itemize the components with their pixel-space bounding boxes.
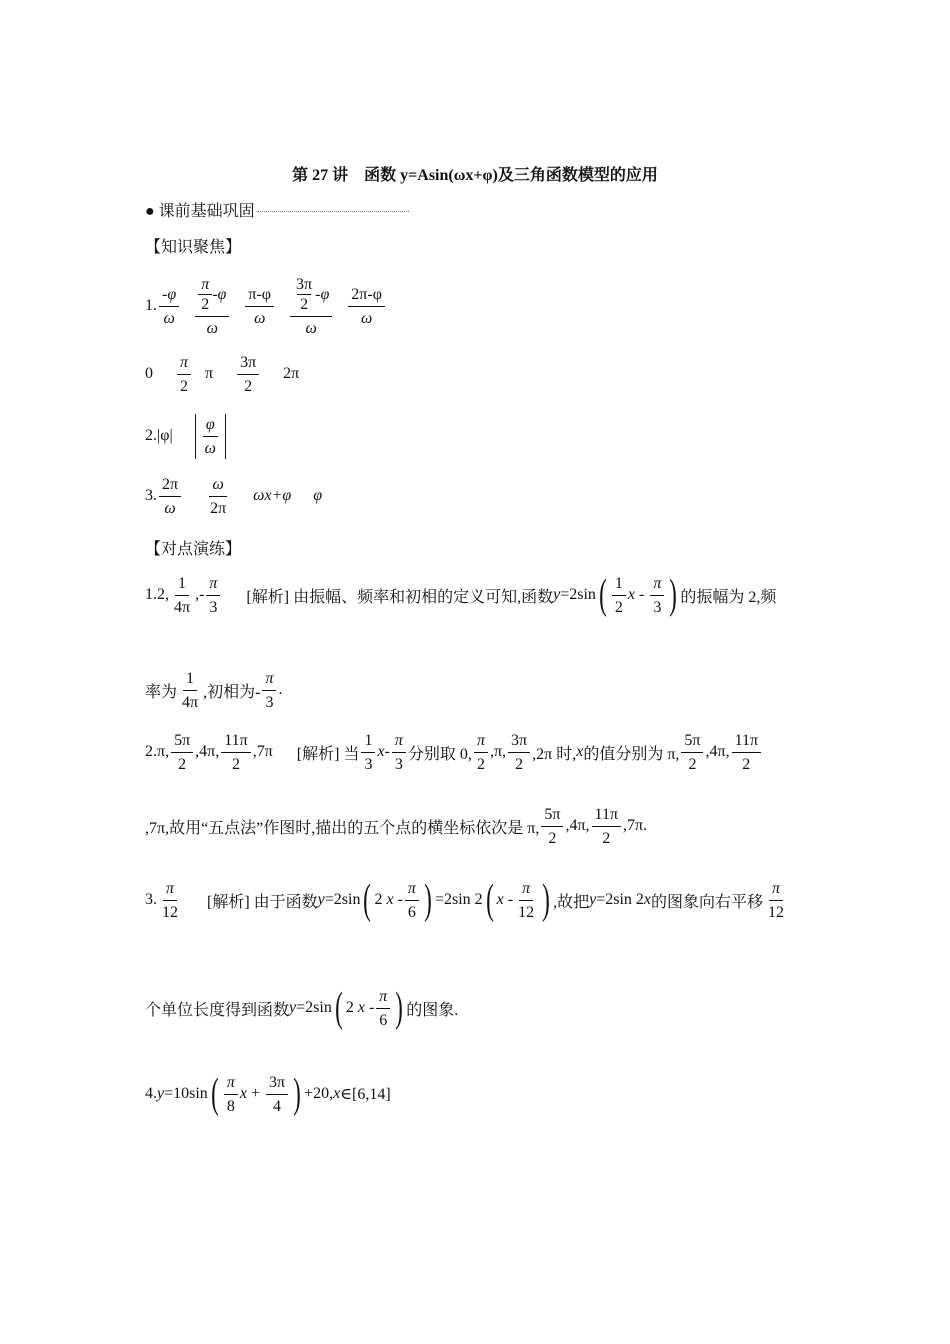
math-text: x xyxy=(239,1085,247,1102)
math-text: 4 xyxy=(273,1097,281,1115)
math-text: 2 xyxy=(231,755,240,773)
math-text: - xyxy=(368,999,375,1016)
math-text: 的值分别为 π, xyxy=(583,745,680,763)
math-text: 4. xyxy=(145,1085,157,1102)
math-text: π xyxy=(474,732,488,753)
math-text: ,4π, xyxy=(705,743,730,760)
math-text: 3 xyxy=(209,598,218,616)
math-text: 12 xyxy=(768,903,785,921)
math-text: 2π xyxy=(159,476,181,497)
math-text: ω xyxy=(163,309,175,327)
math-text: 1 xyxy=(175,575,189,596)
math-text: y xyxy=(157,1085,165,1102)
math-text: π xyxy=(405,880,419,901)
fraction xyxy=(221,732,250,773)
fraction xyxy=(195,275,229,337)
math-text: 2 xyxy=(742,755,751,773)
math-text: π xyxy=(392,732,406,753)
math-text: ,故把 xyxy=(553,893,590,911)
math-text: [解析] 由于函数 xyxy=(207,893,318,911)
math-text: ,初相为- xyxy=(203,683,261,701)
fraction xyxy=(592,806,621,847)
fraction xyxy=(612,575,626,616)
math-text: π xyxy=(769,880,783,901)
math-text: ω xyxy=(360,309,373,327)
math-text: 5π xyxy=(681,732,703,753)
parenthesized-expression: ( $\frac{1}{2}$ x - $\frac{\pi}{3}$ ) xyxy=(599,572,678,618)
math-text: ω xyxy=(209,476,226,497)
math-text: ∈[6,14] xyxy=(340,1086,391,1103)
expression: ωx+φ xyxy=(253,487,292,504)
math-text: 3π xyxy=(296,276,313,293)
math-text: - xyxy=(507,891,514,908)
math-text: 2 xyxy=(602,829,611,847)
practice-item-1 xyxy=(145,572,776,618)
practice-item-4 xyxy=(145,1070,391,1118)
fraction xyxy=(159,880,181,921)
fraction xyxy=(266,1074,288,1115)
math-text: π xyxy=(519,880,533,901)
math-text: ,2π 时, xyxy=(532,745,577,763)
math-text: 2 xyxy=(198,294,212,313)
math-text: 的图象向右平移 xyxy=(651,893,764,911)
practice-item-1-line-2 xyxy=(145,668,282,712)
math-text: π xyxy=(206,575,220,596)
knowledge-item-2 xyxy=(145,416,226,456)
fraction xyxy=(290,275,332,337)
item-number: 3. xyxy=(145,487,157,504)
math-text: - xyxy=(384,743,390,760)
math-text: 率为 xyxy=(145,683,178,701)
math-text: y xyxy=(553,586,561,603)
fraction xyxy=(159,476,181,517)
math-text: [解析] 由振幅、频率和初相的定义可知,函数 xyxy=(246,588,554,606)
math-text: =10sin xyxy=(164,1085,208,1102)
math-text: [解析] 当 xyxy=(296,745,360,763)
fraction xyxy=(405,880,419,921)
math-text: -φ xyxy=(159,286,179,307)
math-text: ω xyxy=(254,309,266,327)
math-text: ,4π, xyxy=(195,743,220,760)
fraction xyxy=(224,1074,238,1115)
math-text: π xyxy=(177,354,191,375)
math-text: 5π xyxy=(541,806,563,827)
math-text: 3 xyxy=(653,598,662,616)
math-text: φ xyxy=(203,416,218,437)
math-text: 1 xyxy=(612,575,626,596)
math-text: ω xyxy=(164,499,176,517)
math-text: 11π xyxy=(592,806,621,827)
knowledge-item-1 xyxy=(145,276,387,336)
math-text: ω xyxy=(204,439,216,457)
math-text: =2sin xyxy=(560,586,596,603)
math-text: y xyxy=(589,891,597,908)
math-text: . xyxy=(278,681,283,698)
math-text: 个单位长度得到函数 xyxy=(145,1001,290,1019)
knowledge-item-1-values xyxy=(145,354,299,394)
math-text: y xyxy=(289,999,297,1016)
fraction xyxy=(508,732,530,773)
math-text: 12 xyxy=(162,903,178,921)
math-text: 4π xyxy=(182,693,199,711)
fraction xyxy=(348,286,385,327)
section-heading xyxy=(145,198,409,221)
fraction xyxy=(392,732,406,773)
math-text: ,π, xyxy=(489,743,507,760)
practice-item-2 xyxy=(145,730,763,774)
fraction xyxy=(650,575,664,616)
knowledge-item-3 xyxy=(145,476,322,516)
math-text: x xyxy=(333,1085,341,1102)
practice-item-2-line-2 xyxy=(145,804,647,848)
math-text: 3 xyxy=(364,755,373,773)
math-text: -φ xyxy=(315,285,330,303)
math-text: 6 xyxy=(407,903,416,921)
math-text: 2 xyxy=(178,755,187,773)
math-text: 4π xyxy=(174,598,191,616)
math-text: 3π xyxy=(266,1074,288,1095)
fraction xyxy=(177,354,191,395)
math-text: -φ xyxy=(212,285,227,303)
math-text: x xyxy=(496,891,504,908)
math-text: x xyxy=(357,999,365,1016)
math-text: 的振幅为 2,频 xyxy=(680,588,777,606)
math-text: π xyxy=(376,988,390,1009)
math-text: π xyxy=(262,670,276,691)
practice-item-3 xyxy=(145,876,789,924)
math-text: - xyxy=(639,586,645,603)
value: π xyxy=(205,365,214,382)
fraction xyxy=(541,806,563,847)
math-text: ,- xyxy=(195,586,205,603)
math-text: ω xyxy=(206,320,218,337)
subheading-practice: 【对点演练】 xyxy=(145,541,242,558)
math-text: 2π-φ xyxy=(348,286,385,307)
math-text: 2 xyxy=(476,755,485,773)
math-text: x xyxy=(643,891,652,908)
fraction xyxy=(179,670,201,711)
math-text: 1.2, xyxy=(145,586,169,603)
math-text: 2 xyxy=(548,829,557,847)
math-text: ω xyxy=(305,320,317,337)
value: 2π xyxy=(283,365,300,382)
math-text: 12 xyxy=(518,903,535,921)
math-text: =2sin xyxy=(296,999,332,1016)
math-text: x xyxy=(377,743,385,760)
absolute-value xyxy=(195,414,226,459)
parenthesized-expression: ( $\frac{\pi}{8}$ x + $\frac{3\pi}{4}$ ) xyxy=(210,1071,301,1117)
math-text: 3 xyxy=(265,693,274,711)
fraction xyxy=(159,286,179,327)
subheading-knowledge: 【知识聚焦】 xyxy=(145,239,242,256)
math-text: 5π xyxy=(171,732,193,753)
math-text: 2 xyxy=(614,598,623,616)
fraction xyxy=(202,416,219,457)
item-number: 1. xyxy=(145,297,157,314)
fraction xyxy=(245,286,274,327)
practice-item-3-line-2 xyxy=(145,984,458,1032)
fraction xyxy=(206,575,220,616)
math-text: 2 xyxy=(688,755,697,773)
math-text: 3. xyxy=(145,891,157,908)
math-text: 11π xyxy=(221,732,250,753)
math-text: 3π xyxy=(508,732,530,753)
math-text: 1 xyxy=(361,732,375,753)
math-text: 11π xyxy=(732,732,761,753)
page-title: 第 27 讲 函数 y=Asin(ωx+φ)及三角函数模型的应用 xyxy=(292,167,658,184)
parenthesized-expression: ( x - $\frac{\pi}{12}$ ) xyxy=(485,877,550,923)
math-text: 2 xyxy=(374,891,383,908)
value: 0 xyxy=(145,365,153,382)
math-text: 2 xyxy=(515,755,524,773)
fraction xyxy=(681,732,703,773)
math-text: + xyxy=(250,1085,260,1102)
math-text: ,7π xyxy=(252,743,273,760)
math-text: 的图象. xyxy=(406,1001,459,1019)
math-text: 2.π, xyxy=(145,743,170,760)
math-text: 2 xyxy=(180,377,188,395)
math-text: π xyxy=(650,575,664,596)
math-text: 2π xyxy=(210,499,227,517)
math-text: 8 xyxy=(226,1097,235,1115)
fraction xyxy=(515,880,537,921)
math-text: +20, xyxy=(304,1085,334,1102)
math-text: =2sin xyxy=(324,891,361,908)
math-text: ,7π,故用“五点法”作图时,描出的五个点的横坐标依次是 π, xyxy=(145,819,540,837)
fraction xyxy=(361,732,375,773)
section-label: ● 课前基础巩固 xyxy=(145,203,255,220)
math-text: 2 xyxy=(297,294,311,313)
parenthesized-expression: ( 2 x - $\frac{\pi}{6}$ ) xyxy=(334,985,404,1031)
math-text: 6 xyxy=(379,1011,388,1029)
fraction xyxy=(474,732,488,773)
dotted-leader xyxy=(257,211,409,212)
math-text: - xyxy=(397,891,403,908)
math-text: x xyxy=(386,891,394,908)
fraction xyxy=(376,988,390,1029)
math-text: y xyxy=(317,891,325,908)
math-text: =2sin 2 xyxy=(434,891,483,908)
math-text: ,4π, xyxy=(565,817,590,834)
fraction xyxy=(171,575,193,616)
math-text: 1 xyxy=(183,670,197,691)
parenthesized-expression: ( 2 x - $\frac{\pi}{6}$ ) xyxy=(363,877,432,923)
math-text: 3 xyxy=(394,755,403,773)
math-text: π xyxy=(163,880,177,901)
math-text: π-φ xyxy=(245,286,274,307)
math-text: 3π xyxy=(237,354,259,375)
math-text: π xyxy=(224,1074,238,1095)
fraction xyxy=(732,732,761,773)
math-text: x xyxy=(627,586,636,603)
math-text: 2 xyxy=(244,377,253,395)
math-text: 分别取 0, xyxy=(407,745,472,763)
math-text: =2sin 2 xyxy=(596,891,644,908)
expression: φ xyxy=(313,487,323,504)
math-text: π xyxy=(201,276,210,293)
fraction xyxy=(171,732,193,773)
fraction xyxy=(765,880,787,921)
item-number: 2.|φ| xyxy=(145,427,173,444)
fraction xyxy=(207,476,229,517)
math-text: x xyxy=(576,743,584,760)
math-text: 2 xyxy=(345,999,354,1016)
fraction xyxy=(262,670,276,711)
fraction xyxy=(237,354,259,395)
math-text: ,7π. xyxy=(623,817,648,834)
